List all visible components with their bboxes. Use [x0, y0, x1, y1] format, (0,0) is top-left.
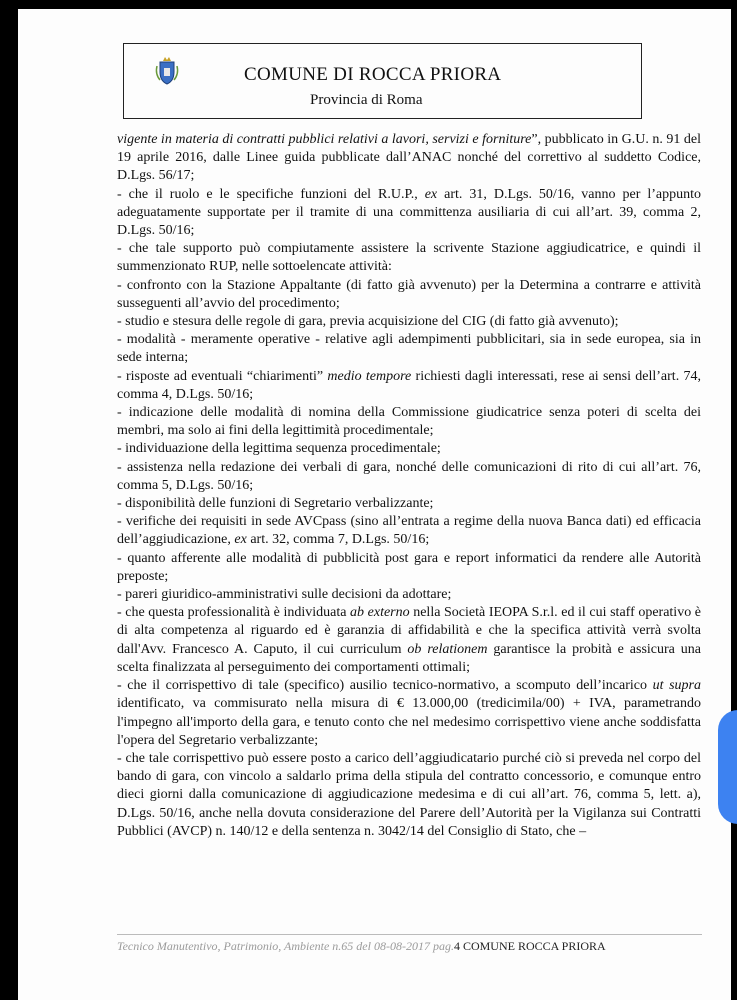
italic-text: vigente in materia di contratti pubblici relativi a lavori, servizi e forniture	[117, 132, 532, 147]
text-run: ”, pubblicato in G.U. n. 91 del 19 aprile 2016, dalle Linee guida pubblicate dall’ANAC nonché del correttivo al suddetto Codice, D.Lgs. 56/17;	[117, 132, 701, 184]
text-run: - pareri giuridico-amministrativi sulle decisioni da adottare;	[117, 587, 452, 603]
text-run: - individuazione della legittima sequenza procedimentale;	[117, 441, 441, 457]
text-run: - che tale corrispettivo può essere posto a carico dell’aggiudicatario purché ciò si preveda nel corpo del bando di gara, con vincolo a saldarlo prima della stipula del contratto concessorio, e comunque entro dieci giorni dalla comunicazione di aggiudicazione medesima e di cui all’art. 76, comma 5, lett. a), D.Lgs. 50/16, anche nella dovuta considerazione del Parere dell’Autorità per la Vigilanza sui Contratti Pubblici (AVCP) n. 140/12 e della sentenza n. 3042/14 del Consiglio di Stato, che –	[117, 750, 701, 839]
body-paragraph	[117, 331, 701, 367]
body-paragraph	[117, 513, 701, 549]
floating-scroll-handle[interactable]	[718, 710, 737, 824]
document-page	[18, 9, 731, 1000]
document-body	[117, 131, 701, 841]
text-run: nella Società IEOPA S.r.l. ed il cui staff operativo è di alta competenza al riguardo ed è garanzia di affidabilità e che la specifica attività verrà svolta dall'Avv. Francesco A. Caputo, il cui curriculum	[117, 605, 701, 657]
text-run: - studio e stesura delle regole di gara, previa acquisizione del CIG (di fatto già avvenuto);	[117, 314, 619, 330]
text-run: - modalità - meramente operative - relative agli adempimenti pubblicitari, sia in sede europea, sia in sede interna;	[117, 332, 701, 366]
footer-divider	[117, 934, 702, 935]
body-paragraph	[117, 131, 701, 186]
municipality-title: COMUNE DI ROCCA PRIORA	[244, 64, 502, 85]
body-paragraph	[117, 440, 701, 458]
body-paragraph	[117, 404, 701, 440]
italic-text: ob relationem	[407, 641, 488, 657]
page-footer	[117, 939, 702, 954]
letterhead	[123, 43, 642, 119]
body-paragraph	[117, 459, 701, 495]
text-run: - che tale supporto può compiutamente assistere la scrivente Stazione aggiudicatrice, e quindi il summenzionato RUP, nelle sottoelencate attività:	[117, 241, 701, 275]
body-paragraph	[117, 750, 701, 841]
body-paragraph	[117, 368, 701, 404]
footer-doc-ref: Tecnico Manutentivo, Patrimonio, Ambiente n.65 del 08-08-2017 pag.	[117, 939, 454, 953]
text-run: art. 31, D.Lgs. 50/16, vanno per l’appunto adeguatamente supportate per il tramite di una committenza ausiliaria di cui all’art. 39, comma 2, D.Lgs. 50/16;	[117, 186, 701, 239]
italic-text: ex	[234, 532, 247, 548]
text-run: - assistenza nella redazione dei verbali di gara, nonché delle comunicazioni di rito di cui all’art. 76, comma 5, D.Lgs. 50/16;	[117, 459, 701, 493]
body-paragraph	[117, 677, 701, 750]
coat-of-arms-icon	[154, 56, 180, 86]
footer-page-number: 4	[453, 939, 460, 953]
text-run: - che il corrispettivo di tale (specifico) ausilio tecnico-normativo, a scomputo dell’incarico	[117, 678, 653, 694]
text-run: - disponibilità delle funzioni di Segretario verbalizzante;	[117, 496, 434, 512]
body-paragraph	[117, 495, 701, 513]
footer-brand: COMUNE ROCCA PRIORA	[462, 939, 606, 953]
body-paragraph	[117, 277, 701, 313]
body-paragraph	[117, 550, 701, 586]
italic-text: ab externo	[350, 605, 410, 621]
text-run: art. 32, comma 7, D.Lgs. 50/16;	[246, 532, 430, 548]
text-run: garantisce la probità e assicura una scelta finalizzata al perseguimento dei comportamenti ottimali;	[117, 641, 701, 675]
text-run: richiesti dagli interessati, rese ai sensi dell’art. 74, comma 4, D.Lgs. 50/16;	[117, 368, 701, 402]
text-run: - che il ruolo e le specifiche funzioni del R.U.P.,	[117, 186, 425, 202]
body-paragraph	[117, 586, 701, 604]
text-run: - indicazione delle modalità di nomina della Commissione giudicatrice senza poteri di scelta dei membri, ma solo ai fini della legittimità procedimentale;	[117, 405, 701, 439]
body-paragraph	[117, 186, 701, 241]
italic-text: ex	[424, 186, 438, 202]
body-paragraph	[117, 313, 701, 331]
italic-text: ut supra	[652, 678, 701, 694]
province-subtitle: Provincia di Roma	[310, 92, 423, 108]
body-paragraph	[117, 604, 701, 677]
text-run: - risposte ad eventuali “chiarimenti”	[117, 368, 328, 384]
text-run: - quanto afferente alle modalità di pubblicità post gara e report informatici da rendere alle Autorità preposte;	[117, 550, 701, 584]
text-run: identificato, va commisurato nella misura di € 13.000,00 (tredicimila/00) + IVA, parametrando l'impegno all'importo della gara, e tenuto conto che nel medesimo corrispettivo viene anche soddisfatta l'opera del Segretario verbalizzante;	[117, 696, 701, 748]
text-run: - che questa professionalità è individuata	[117, 605, 351, 621]
body-paragraph	[117, 240, 701, 276]
text-run: - verifiche dei requisiti in sede AVCpass (sino all’entrata a regime della nuova Banca dati) ed efficacia dell’aggiudicazione,	[117, 514, 701, 548]
italic-text: medio tempore	[327, 368, 412, 384]
text-run: - confronto con la Stazione Appaltante (di fatto già avvenuto) per la Determina a contrarre e attività susseguenti all’avvio del procedimento;	[117, 277, 701, 311]
